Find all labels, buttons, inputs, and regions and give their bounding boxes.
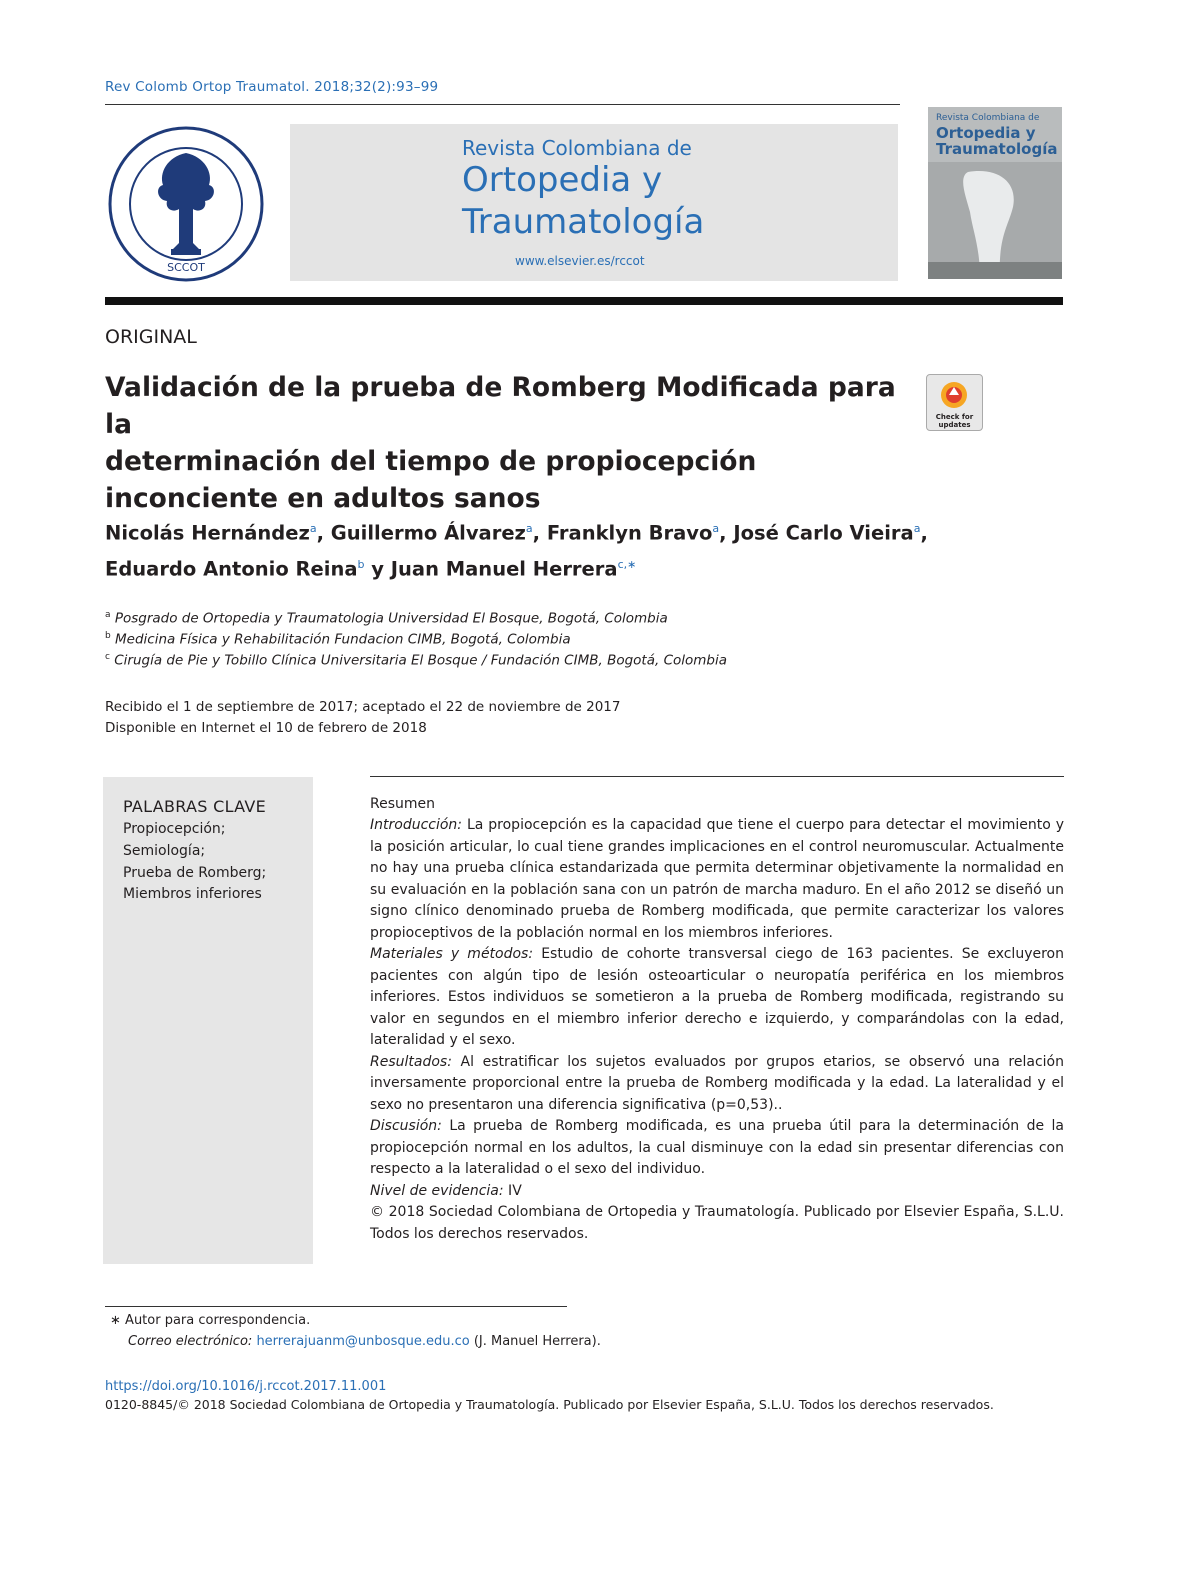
cover-line1: Revista Colombiana de xyxy=(936,113,1040,123)
footer-copyright: 0120-8845/© 2018 Sociedad Colombiana de Ortopedia y Traumatología. Publicado por Elsevier España, S.L.U. Todos los derechos reservados. xyxy=(105,1397,994,1412)
article-type: ORIGINAL xyxy=(105,326,197,348)
author-list xyxy=(105,513,928,584)
author-name: Juan Manuel Herrera xyxy=(390,557,618,580)
abstract-discussion: Discusión: La prueba de Romberg modificada, es una prueba útil para la determinación de la propiocepción normal en los adultos, la cual disminuye con la edad sin presentar diferencias con respecto a la lateralidad o el sexo del individuo. xyxy=(370,1118,1064,1177)
author-name: Guillermo Álvarez xyxy=(330,521,526,545)
correspondence-note: ∗ Autor para correspondencia. xyxy=(110,1313,311,1328)
title-line: Validación de la prueba de Romberg Modificada para la xyxy=(105,372,896,440)
crossmark-icon xyxy=(927,375,982,415)
affiliation-b: $^b$ Medicina Física y Rehabilitación Fundacion CIMB, Bogotá, Colombia xyxy=(105,631,571,648)
journal-name-line2: Ortopedia y xyxy=(462,160,663,200)
keyword: Semiología; xyxy=(123,843,206,859)
author-affil-sup[interactable]: c,∗ xyxy=(617,557,637,571)
author-name: José Carlo Vieira xyxy=(733,521,914,545)
author-line-1: Nicolás Hernández$^a$, Guillermo Álvarez$^a$, Franklyn Bravo$^a$, José Carlo Vieira$^a$, xyxy=(105,521,928,545)
header-rule xyxy=(105,104,900,105)
journal-name-line3: Traumatología xyxy=(462,202,705,242)
author-affil-sup[interactable]: a xyxy=(712,522,720,535)
abstract-body xyxy=(370,815,1064,1245)
cover-xray-image xyxy=(928,162,1062,279)
available-date: Disponible en Internet el 10 de febrero de 2018 xyxy=(105,720,427,736)
society-seal-logo xyxy=(107,125,265,283)
author-affil-sup[interactable]: a xyxy=(309,522,317,535)
cover-line3: Traumatología xyxy=(936,140,1058,158)
cover-line2: Ortopedia y xyxy=(936,124,1036,142)
check-for-updates-button[interactable] xyxy=(926,374,983,431)
author-email-link[interactable]: herrerajuanm@unbosque.edu.co xyxy=(256,1334,470,1349)
abstract-introduction: Introducción: La propiocepción es la capacidad que tiene el cuerpo para detectar el movimiento y la posición articular, lo cual tiene grandes implicaciones en el control neuromuscular. Actualmente no hay una prueba clínica estandarizada que permita determinar objetivamente la normalidad en su evaluación en la población sana con un patrón de marcha maduro. En el año 2012 se diseñó un signo clínico denominado prueba de Romberg modificada, que permite caracterizar los valores propioceptivos de la población normal en los miembros inferiores. xyxy=(370,817,1064,941)
journal-cover-thumbnail xyxy=(928,107,1062,279)
abstract-copyright: © 2018 Sociedad Colombiana de Ortopedia y Traumatología. Publicado por Elsevier España, S.L.U. Todos los derechos reservados. xyxy=(370,1204,1064,1242)
affiliation-c: $^c$ Cirugía de Pie y Tobillo Clínica Universitaria El Bosque / Fundación CIMB, Bogotá, Colombia xyxy=(105,652,728,669)
author-affil-sup[interactable]: a xyxy=(525,522,533,535)
abstract-evidence-level: Nivel de evidencia: IV xyxy=(370,1182,522,1199)
abstract-heading: Resumen xyxy=(370,796,436,812)
journal-name-line1: Revista Colombiana de xyxy=(462,136,692,160)
abstract-rule xyxy=(370,776,1064,777)
keywords-panel xyxy=(103,777,313,1264)
correspondence-email-line: Correo electrónico: herrerajuanm@unbosque.edu.co (J. Manuel Herrera). xyxy=(128,1334,601,1349)
author-name: Nicolás Hernández xyxy=(105,521,310,545)
keyword: Prueba de Romberg; xyxy=(123,865,267,881)
article-title xyxy=(105,369,915,517)
keyword: Miembros inferiores xyxy=(123,886,262,902)
affiliation-a: $^a$ Posgrado de Ortopedia y Traumatologia Universidad El Bosque, Bogotá, Colombia xyxy=(105,610,668,627)
author-name: Franklyn Bravo xyxy=(546,521,713,545)
author-line-2: Eduardo Antonio Reina$^b$ y Juan Manuel Herrera$^{c,∗}$ xyxy=(105,557,637,580)
seal-abbrev: SCCOT xyxy=(167,261,205,274)
author-affil-sup[interactable]: a xyxy=(913,522,921,535)
doi-link[interactable]: https://doi.org/10.1016/j.rccot.2017.11.001 xyxy=(105,1379,387,1394)
journal-citation: Rev Colomb Ortop Traumatol. 2018;32(2):93–99 xyxy=(105,79,439,95)
keyword: Propiocepción; xyxy=(123,821,226,837)
crossmark-label: Check for updates xyxy=(935,413,974,429)
journal-banner xyxy=(290,124,898,281)
abstract-results: Resultados: Al estratificar los sujetos evaluados por grupos etarios, se observó una relación inversamente proporcional entre la prueba de Romberg modificada y la edad. La lateralidad y el sexo no presentaron una diferencia significativa (p=0,53).. xyxy=(370,1053,1064,1113)
header-thick-rule xyxy=(105,297,1063,305)
journal-url[interactable]: www.elsevier.es/rccot xyxy=(515,254,645,268)
keywords-heading: PALABRAS CLAVE xyxy=(123,797,267,816)
author-name: Eduardo Antonio Reina xyxy=(105,557,358,580)
title-line: inconciente en adultos sanos xyxy=(105,483,541,514)
author-affil-sup[interactable]: b xyxy=(357,557,365,571)
received-date: Recibido el 1 de septiembre de 2017; aceptado el 22 de noviembre de 2017 xyxy=(105,699,621,715)
footnote-rule xyxy=(105,1306,567,1307)
title-line: determinación del tiempo de propiocepción xyxy=(105,446,757,477)
abstract-methods: Materiales y métodos: Estudio de cohorte transversal ciego de 163 pacientes. Se excluyeron pacientes con algún tipo de lesión osteoarticular o neuropatía periférica en los miembros inferiores. Estos individuos se sometieron a la prueba de Romberg modificada, registrando su valor en segundos en el miembro inferior derecho e izquierdo, y comparándolas con la edad, lateralidad y el sexo. xyxy=(370,946,1064,1048)
